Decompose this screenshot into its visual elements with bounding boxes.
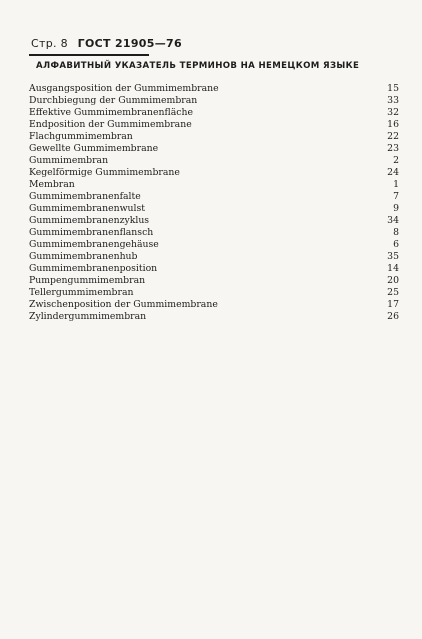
entry-number: 15 <box>387 83 399 94</box>
index-entry <box>29 239 399 251</box>
index-entry <box>29 119 399 131</box>
entry-term: Ausgangsposition der Gummimembrane <box>29 83 219 94</box>
entry-term: Gummimembranenposition <box>29 263 158 274</box>
entry-term: Gummimembranenwulst <box>29 203 145 214</box>
entry-term: Gummimembranenfalte <box>29 191 141 202</box>
index-entry <box>29 191 399 203</box>
entry-term: Effektive Gummimembranenfläche <box>29 107 193 118</box>
page-header <box>31 37 182 50</box>
index-entry <box>29 227 399 239</box>
index-entry <box>29 143 399 155</box>
entry-number: 33 <box>387 95 399 106</box>
entry-term: Pumpengummimembran <box>29 275 146 286</box>
index-entry <box>29 179 399 191</box>
index-entry <box>29 95 399 107</box>
entry-number: 6 <box>393 239 399 250</box>
entry-number: 16 <box>387 119 399 130</box>
entry-term: Zylindergummimembran <box>29 311 147 322</box>
entry-number: 8 <box>393 227 399 238</box>
entry-term: Zwischenposition der Gummimembrane <box>29 299 218 310</box>
entry-number: 35 <box>387 251 399 262</box>
index-entry <box>29 311 399 323</box>
index-title: АЛФАВИТНЫЙ УКАЗАТЕЛЬ ТЕРМИНОВ НА НЕМЕЦКОМ ЯЗЫКЕ <box>36 61 360 71</box>
index-entry <box>29 107 399 119</box>
index-entry <box>29 251 399 263</box>
entry-number: 7 <box>393 191 399 202</box>
entry-number: 2 <box>393 155 399 166</box>
page-label: Стр. 8 <box>31 37 68 50</box>
entry-term: Gewellte Gummimembrane <box>29 143 159 154</box>
index-entry <box>29 263 399 275</box>
index-entry <box>29 299 399 311</box>
index-entry <box>29 155 399 167</box>
entry-term: Endposition der Gummimembrane <box>29 119 192 130</box>
entry-term: Gummimembranenhub <box>29 251 138 262</box>
entry-number: 9 <box>393 203 399 214</box>
index-entry <box>29 275 399 287</box>
entry-term: Gummimembranenzyklus <box>29 215 150 226</box>
index-entry <box>29 83 399 95</box>
entry-term: Tellergummimembran <box>29 287 134 298</box>
entry-term: Durchbiegung der Gummimembran <box>29 95 198 106</box>
entry-number: 24 <box>387 167 399 178</box>
index-entry <box>29 131 399 143</box>
header-rule <box>29 54 149 56</box>
entry-term: Gummimembranengehäuse <box>29 239 159 250</box>
index-entry <box>29 287 399 299</box>
standard-number: ГОСТ 21905—76 <box>77 37 182 50</box>
term-index-list <box>29 83 399 323</box>
index-entry <box>29 167 399 179</box>
entry-term: Kegelförmige Gummimembrane <box>29 167 180 178</box>
entry-term: Flachgummimembran <box>29 131 133 142</box>
entry-term: Gummimembranenflansch <box>29 227 154 238</box>
entry-term: Gummimembran <box>29 155 109 166</box>
entry-number: 1 <box>393 179 399 190</box>
entry-term: Membran <box>29 179 75 190</box>
entry-number: 25 <box>387 287 399 298</box>
entry-number: 32 <box>387 107 399 118</box>
entry-number: 23 <box>387 143 399 154</box>
entry-number: 34 <box>387 215 399 226</box>
entry-number: 17 <box>387 299 399 310</box>
index-entry <box>29 203 399 215</box>
index-entry <box>29 215 399 227</box>
entry-number: 20 <box>387 275 399 286</box>
entry-number: 26 <box>387 311 399 322</box>
entry-number: 22 <box>387 131 399 142</box>
entry-number: 14 <box>387 263 399 274</box>
